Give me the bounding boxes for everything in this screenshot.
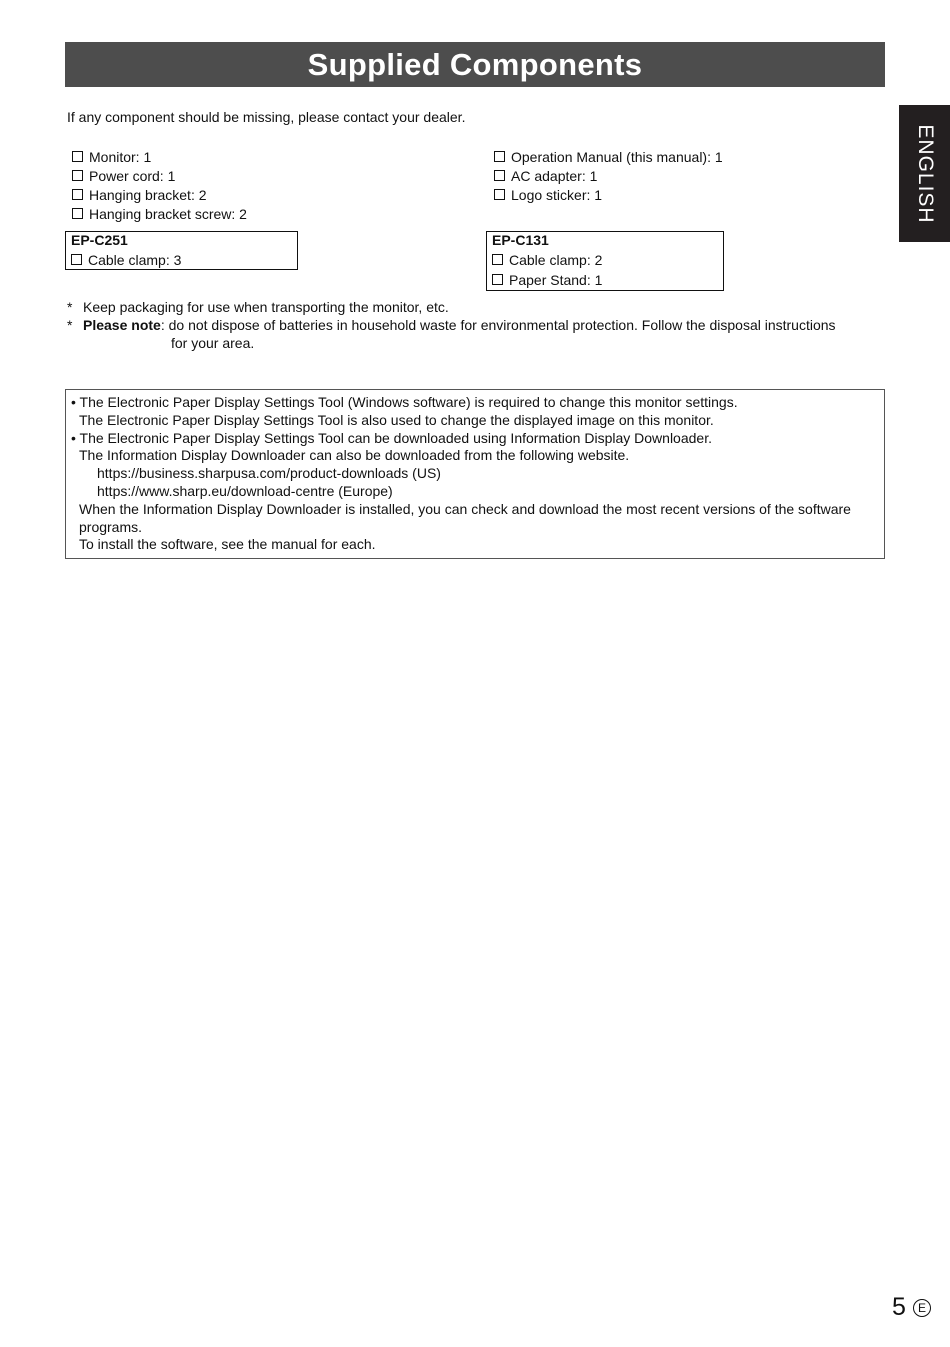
model-box-ep-c131 <box>486 231 724 291</box>
model-name: EP-C131 <box>492 232 549 248</box>
checkbox-icon <box>72 151 83 162</box>
list-item <box>492 270 723 290</box>
note-continuation: for your area. <box>171 335 255 351</box>
note-text: Keep packaging for use when transporting the monitor, etc. <box>83 299 449 315</box>
checkbox-icon <box>71 254 82 265</box>
list-item <box>72 148 247 167</box>
component-label: Logo sticker: 1 <box>511 187 603 203</box>
model-box-ep-c251 <box>65 231 298 270</box>
components-list-left <box>72 148 247 224</box>
list-item <box>494 148 723 167</box>
info-line: To install the software, see the manual for each. <box>79 536 376 553</box>
language-tab-label: ENGLISH <box>913 123 937 224</box>
components-list-right <box>494 148 723 205</box>
component-label: AC adapter: 1 <box>511 168 598 184</box>
note-marker: * <box>67 299 73 315</box>
intro-text: If any component should be missing, please contact your dealer. <box>67 109 466 125</box>
note-batteries <box>67 316 887 352</box>
component-label: Monitor: 1 <box>89 149 152 165</box>
list-item <box>72 167 247 186</box>
info-line: The Information Display Downloader can also be downloaded from the following website. <box>79 447 630 464</box>
list-item <box>492 250 723 270</box>
info-line: • The Electronic Paper Display Settings Tool (Windows software) is required to change this monitor settings. <box>71 394 738 410</box>
page-title: Supplied Components <box>65 42 885 87</box>
list-item <box>494 186 723 205</box>
note-packaging <box>67 298 887 316</box>
component-label: Cable clamp: 3 <box>88 252 182 268</box>
software-info-box <box>65 389 885 559</box>
checkbox-icon <box>492 274 503 285</box>
url-europe: https://www.sharp.eu/download-centre (Europe) <box>97 482 393 499</box>
model-name: EP-C251 <box>71 232 128 248</box>
checkbox-icon <box>72 189 83 200</box>
info-line: • The Electronic Paper Display Settings Tool can be downloaded using Information Display Downloader. <box>71 429 712 446</box>
component-label: Cable clamp: 2 <box>509 252 603 268</box>
notes-section <box>67 298 887 352</box>
checkbox-icon <box>492 254 503 265</box>
checkbox-icon <box>494 170 505 181</box>
component-label: Operation Manual (this manual): 1 <box>511 149 723 165</box>
url-us: https://business.sharpusa.com/product-downloads (US) <box>97 465 441 482</box>
list-item <box>72 186 247 205</box>
component-label: Hanging bracket screw: 2 <box>89 206 247 222</box>
component-label: Hanging bracket: 2 <box>89 187 207 203</box>
language-code-icon: E <box>913 1299 931 1317</box>
checkbox-icon <box>494 189 505 200</box>
checkbox-icon <box>72 170 83 181</box>
note-marker: * <box>67 317 73 333</box>
note-bold-label: Please note <box>83 317 161 333</box>
list-item <box>71 250 297 270</box>
list-item <box>72 205 247 224</box>
info-line: When the Information Display Downloader is installed, you can check and download the most recent versions of the software <box>79 500 851 517</box>
checkbox-icon <box>494 151 505 162</box>
note-text: : do not dispose of batteries in household waste for environmental protection. Follow the disposal instructions <box>160 317 836 333</box>
component-label: Paper Stand: 1 <box>509 272 603 288</box>
list-item <box>494 167 723 186</box>
info-line: The Electronic Paper Display Settings Tool is also used to change the displayed image on this monitor. <box>79 411 714 428</box>
info-line: programs. <box>79 518 143 535</box>
component-label: Power cord: 1 <box>89 168 176 184</box>
page-number: 5 <box>892 1293 906 1321</box>
checkbox-icon <box>72 208 83 219</box>
language-tab <box>899 105 950 242</box>
